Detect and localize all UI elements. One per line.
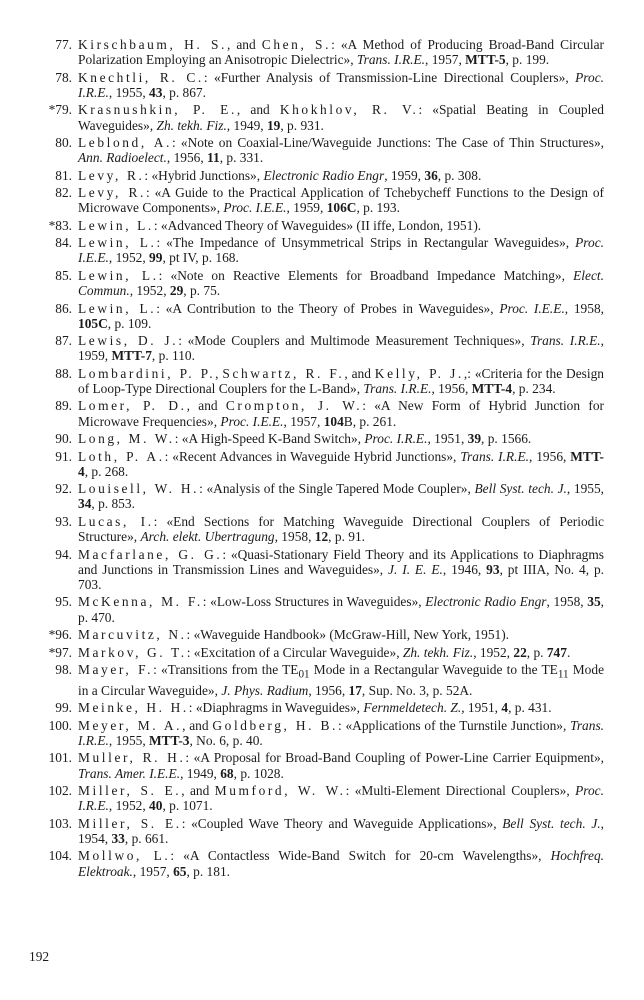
reference-number: 89. (55, 398, 72, 414)
reference-entry (22, 431, 604, 446)
reference-text: : «A Guide to the Practical Application of Tchebycheff Functions to the Design of Microwave Components», (78, 185, 605, 216)
journal-title: Fernmeldetech. Z. (363, 700, 462, 716)
reference-text: : «The Impedance of Unsymmetrical Strips in Rectangular Waveguides», (156, 235, 576, 251)
reference-entry (22, 102, 604, 132)
author-name: Levy, R. (78, 167, 145, 183)
journal-title: Electronic Radio Engr (425, 594, 547, 610)
reference-entry (22, 70, 604, 100)
reference-text: , 1957, (425, 52, 466, 68)
reference-text: : «A High-Speed K-Band Switch», (174, 431, 365, 447)
reference-text: , 1956, (431, 381, 472, 397)
reference-text: , p. 661. (124, 830, 169, 846)
reference-number: 101. (48, 750, 72, 766)
reference-text: , p. 234. (512, 381, 556, 397)
reference-number: 85. (55, 267, 72, 283)
volume-number: 40 (149, 798, 163, 814)
reference-text: , 1952, (108, 798, 150, 814)
reference-text: , 1946, (442, 561, 487, 577)
volume-number: 11 (207, 150, 220, 166)
reference-text: : «Transitions from the TE (153, 661, 299, 677)
reference-text: : «A New Form of Hybrid Junction for Microwave Frequencies», (78, 398, 604, 429)
journal-title: Trans. I.R.E. (363, 381, 432, 397)
reference-text: : «Waveguide Handbook» (McGraw-Hill, New York, 1951). (186, 627, 510, 643)
reference-entry (22, 185, 604, 215)
reference-text: , and (236, 102, 280, 118)
author-name: Lewis, D. J. (78, 333, 179, 349)
reference-text: , 1956, (528, 448, 571, 464)
reference-text: , pt IV, p. 168. (162, 250, 239, 266)
reference-list (22, 37, 604, 881)
reference-text: , 1956, (166, 150, 208, 166)
reference-text: , 1958, (564, 300, 604, 316)
reference-text: , Sup. No. 3, p. 52A. (361, 682, 473, 698)
reference-text: , 1952, (473, 644, 514, 660)
reference-text: : «Advanced Theory of Waveguides» (II iffe, London, 1951). (153, 217, 482, 233)
journal-title: Bell Syst. tech. J. (474, 481, 567, 497)
reference-text: : «A Contactless Wide-Band Switch for 20-cm Wavelengths», (170, 848, 551, 864)
volume-number: 747 (546, 644, 567, 660)
reference-text: , (215, 365, 223, 381)
reference-text: : «Mode Couplers and Multimode Measurement Techniques», (178, 333, 531, 349)
reference-number: *83. (48, 217, 72, 233)
reference-text: , pt IIIA, No. 4, p. 703. (78, 561, 604, 592)
reference-number: 86. (55, 300, 72, 316)
reference-number: 92. (55, 481, 72, 497)
reference-entry (22, 168, 604, 183)
reference-number: 84. (55, 235, 72, 251)
page-number: 192 (29, 949, 50, 964)
journal-title: Proc. I.E.E. (220, 413, 284, 429)
reference-text: , p. 268. (84, 463, 129, 479)
reference-entry (22, 816, 604, 846)
reference-entry (22, 235, 604, 265)
reference-text: , and (182, 717, 213, 733)
mode-subscript: 01 (298, 668, 310, 681)
author-name: Loth, P. A. (78, 448, 165, 464)
journal-title: J. Phys. Radium (221, 682, 309, 698)
reference-number: 88. (55, 365, 72, 381)
reference-text: , p. 308. (437, 167, 482, 183)
reference-text: : «Coupled Wave Theory and Waveguide Applications», (181, 815, 503, 831)
reference-text: : «Recent Advances in Waveguide Hybrid Junctions», (164, 448, 461, 464)
reference-text: , p. 867. (162, 84, 206, 100)
reference-text: , 1957, (132, 863, 174, 879)
reference-entry (22, 135, 604, 165)
volume-number: MTT-3 (149, 732, 190, 748)
journal-title: Trans. I.R.E. (460, 448, 529, 464)
reference-text: , 1955, (108, 84, 150, 100)
author-name: Lewin, L. (78, 267, 159, 283)
reference-text: , p. 431. (508, 700, 552, 716)
author-name: Crompton, J. W. (225, 398, 363, 414)
reference-number: 94. (55, 546, 72, 562)
volume-number: 4 (501, 700, 509, 716)
reference-text: , p. 931. (280, 117, 324, 133)
author-name: Louisell, W. H. (78, 481, 200, 497)
reference-text: : «Note on Coaxial-Line/Waveguide Junctions: The Case of Thin Structures», (172, 134, 604, 150)
journal-title: Elect. Commun. (78, 267, 604, 299)
reference-text: : «A Method of Producing Broad-Band Circular Polarization Employing an Anisotropic Dielectric», (78, 37, 604, 68)
reference-text: , 1955, (566, 481, 605, 497)
author-name: Macfarlane, G. G. (78, 546, 223, 562)
reference-text: : «Multi-Element Directional Couplers», (345, 783, 576, 799)
reference-entry (22, 594, 604, 624)
reference-number: 103. (48, 815, 72, 831)
reference-text: , p. 1566. (481, 431, 532, 447)
volume-number: 65 (173, 863, 187, 879)
journal-title: Proc. I.E.E. (223, 200, 287, 216)
journal-title: Trans. Amer. I.E.E. (78, 765, 181, 781)
author-name: Goldberg, H. B. (212, 717, 338, 733)
volume-number: 106C (326, 200, 357, 216)
author-name: Lucas, I. (78, 513, 154, 529)
reference-text: : «Diaphragms in Waveguides», (188, 700, 364, 716)
reference-number: 98. (55, 661, 72, 677)
journal-title: Zh. tekh. Fiz. (156, 117, 227, 133)
volume-number: 22 (513, 644, 527, 660)
journal-title: Trans. I.R.E. (530, 333, 601, 349)
journal-title: Hochfreq. Elektroak. (78, 848, 604, 879)
journal-title: Proc. I.E.E. (78, 235, 604, 266)
journal-title: Bell Syst. tech. J. (502, 815, 601, 831)
reference-text: , p. 1028. (233, 765, 284, 781)
reference-entry (22, 783, 604, 813)
journal-title: Proc. I.R.E. (78, 783, 604, 814)
reference-text: , and (186, 398, 226, 414)
volume-number: 29 (169, 283, 184, 299)
author-name: Lombardini, P. P. (78, 365, 216, 381)
volume-number: 43 (149, 84, 163, 100)
reference-text: , 1949, (226, 117, 267, 133)
reference-entry (22, 333, 604, 363)
reference-number: 95. (55, 594, 72, 610)
reference-text: : «Applications of the Turnstile Junction», (337, 717, 571, 733)
reference-entry (22, 366, 604, 396)
reference-entry (22, 37, 604, 67)
journal-title: Trans. I.R.E. (78, 717, 605, 748)
journal-title: Proc. I.R.E. (364, 431, 428, 447)
reference-entry (22, 718, 604, 748)
reference-number: 90. (55, 431, 72, 447)
reference-entry (22, 700, 604, 715)
reference-text: , and (226, 37, 262, 52)
reference-entry (22, 398, 604, 428)
author-name: McKenna, M. F. (78, 594, 203, 610)
reference-text: B, p. 261. (343, 413, 397, 429)
author-name: Mollwo, L. (78, 848, 171, 864)
volume-number: 36 (424, 167, 438, 183)
journal-title: Ann. Radioelect. (78, 150, 167, 166)
reference-entry (22, 547, 604, 593)
volume-number: 105C (78, 315, 108, 331)
author-name: Leblond, A. (78, 134, 173, 150)
reference-text: , 1958, (546, 594, 588, 610)
journal-title: Proc. I.R.E. (78, 69, 604, 100)
author-name: Lewin, L. (78, 235, 157, 251)
reference-number: *79. (48, 102, 72, 118)
volume-number: 33 (111, 830, 125, 846)
reference-number: 87. (55, 333, 72, 349)
reference-text: , 1952, (129, 283, 170, 299)
reference-text: : «Analysis of the Single Tapered Mode Coupler», (199, 481, 475, 497)
reference-number: 102. (48, 783, 72, 799)
author-name: Miller, S. E. (78, 783, 182, 799)
reference-text: Mode in a Circular Waveguide», (78, 661, 605, 698)
author-name: Lomer, P. D. (78, 398, 187, 414)
journal-title: Arch. elekt. Ubertragung (140, 529, 275, 545)
author-name: Mayer, F. (78, 661, 154, 677)
reference-text: . (566, 644, 571, 660)
reference-text: , 1959, (384, 167, 425, 183)
reference-number: 82. (55, 185, 72, 201)
reference-text: , 1959, (78, 333, 604, 364)
reference-number: 100. (48, 717, 72, 733)
author-name: Marcuvitz, N. (78, 627, 187, 643)
reference-text: : «A Proposal for Broad-Band Coupling of Power-Line Carrier Equipment», (185, 750, 604, 766)
volume-number: 35 (587, 594, 601, 610)
author-name: Lewin, L. (78, 217, 154, 233)
volume-number: 17 (348, 682, 362, 698)
reference-text: : «A Contribution to the Theory of Probes in Waveguides», (156, 300, 500, 316)
reference-text: , No. 6, p. 40. (189, 732, 263, 748)
author-name: Muller, R. H. (78, 750, 186, 766)
volume-number: MTT-5 (465, 52, 506, 68)
journal-title: Zh. tekh. Fiz. (402, 644, 474, 660)
reference-text: , 1958, (274, 529, 315, 545)
reference-text: : «Further Analysis of Transmission-Line Directional Couplers», (203, 69, 576, 85)
reference-number: 91. (55, 448, 72, 464)
journal-title: J. I. E. E. (388, 561, 443, 577)
reference-entry (22, 514, 604, 544)
author-name: Meyer, M. A. (78, 717, 183, 733)
reference-text: , p. 193. (356, 200, 400, 216)
reference-text: , p. 109. (107, 315, 152, 331)
reference-entry (22, 645, 604, 660)
reference-entry (22, 301, 604, 331)
volume-number: 99 (149, 250, 163, 266)
author-name: Khokhlov, R. V. (279, 102, 419, 118)
reference-entry (22, 662, 604, 698)
journal-title: Trans. I.R.E. (356, 52, 425, 68)
reference-text: , 1949, (180, 765, 221, 781)
reference-text: , p. 470. (78, 594, 605, 625)
volume-number: 68 (220, 765, 234, 781)
author-name: Levy, R. (78, 185, 146, 201)
author-name: Meinke, H. H. (78, 700, 189, 716)
reference-text: , 1952, (108, 250, 150, 266)
reference-text: : «Hybrid Junctions», (144, 167, 264, 183)
reference-text: , p. 199. (505, 52, 550, 68)
author-name: Krasnushkin, P. E. (78, 102, 237, 118)
author-name: Knechtli, R. C. (78, 69, 204, 85)
author-name: Chen, S. (261, 37, 332, 52)
reference-number: 104. (48, 848, 72, 864)
author-name: Markov, G. T. (78, 644, 187, 660)
reference-entry (22, 449, 604, 479)
mode-subscript: 11 (557, 668, 569, 681)
reference-number: 93. (55, 513, 72, 529)
reference-text: : «Low-Loss Structures in Waveguides», (202, 594, 426, 610)
reference-number: 80. (55, 134, 72, 150)
author-name: Miller, S. E. (78, 815, 182, 831)
reference-entry (22, 268, 604, 298)
author-name: Long, M. W. (78, 431, 175, 447)
author-name: Kelly, P. J. (374, 365, 464, 381)
volume-number: MTT-7 (111, 348, 152, 364)
volume-number: MTT-4 (78, 448, 604, 479)
reference-text: : «Spatial Beating in Coupled Waveguides», (78, 102, 604, 133)
reference-number: 77. (55, 37, 72, 52)
reference-entry (22, 848, 604, 878)
reference-number: *97. (48, 644, 72, 660)
reference-text: , and (344, 365, 375, 381)
author-name: Mumford, W. W. (214, 783, 346, 799)
author-name: Schwartz, R. F. (222, 365, 345, 381)
reference-number: 78. (55, 69, 72, 85)
reference-text: , p. 1071. (162, 798, 213, 814)
reference-text: , p. 853. (91, 496, 135, 512)
reference-number: *96. (48, 627, 72, 643)
reference-text: : «End Sections for Matching Waveguide Directional Couplers of Periodic Structure», (78, 513, 605, 545)
reference-text: , 1951, (461, 700, 502, 716)
reference-text: , 1951, (427, 431, 468, 447)
reference-text: , p. 91. (328, 529, 365, 545)
volume-number: 39 (467, 431, 482, 447)
volume-number: 12 (314, 529, 329, 545)
volume-number: 19 (266, 117, 281, 133)
reference-text: , p. 181. (186, 863, 230, 879)
reference-text: , p. (526, 644, 547, 660)
volume-number: MTT-4 (471, 381, 513, 397)
reference-text: : «Excitation of a Circular Waveguide», (186, 644, 403, 660)
reference-entry (22, 750, 604, 780)
reference-text: : «Note on Reactive Elements for Broadband Impedance Matching», (158, 267, 574, 283)
reference-text: , 1954, (78, 815, 604, 846)
author-name: Lewin, L. (78, 300, 157, 316)
author-name: Kirschbaum, H. S. (78, 37, 227, 52)
reference-text: : «Quasi-Stationary Field Theory and its Applications to Diaphragms and Junctions in Transmission Lines and Waveguides», (78, 546, 604, 577)
reference-text: , 1956, (308, 682, 349, 698)
reference-text: , 1957, (283, 413, 324, 429)
reference-text: , p. 110. (151, 348, 195, 364)
reference-text: , 1959, (286, 200, 327, 216)
reference-entry (22, 627, 604, 642)
reference-number: 99. (55, 700, 72, 716)
volume-number: 104 (323, 413, 344, 429)
reference-number: 81. (55, 167, 72, 183)
journal-title: Electronic Radio Engr (263, 167, 385, 183)
volume-number: 93 (486, 561, 500, 577)
journal-title: Proc. I.E.E. (499, 300, 565, 316)
reference-text: , p. 331. (219, 150, 264, 166)
reference-entry (22, 481, 604, 511)
volume-number: 34 (78, 496, 92, 512)
reference-text: Mode in a Rectangular Waveguide to the TE (309, 661, 558, 677)
reference-entry (22, 218, 604, 233)
reference-text: , and (181, 783, 215, 799)
reference-text: ,: «Criteria for the Design of Loop-Type Directional Couplers for the L-Band», (78, 365, 604, 397)
reference-text: , p. 75. (183, 283, 221, 299)
reference-text: , 1955, (108, 732, 150, 748)
